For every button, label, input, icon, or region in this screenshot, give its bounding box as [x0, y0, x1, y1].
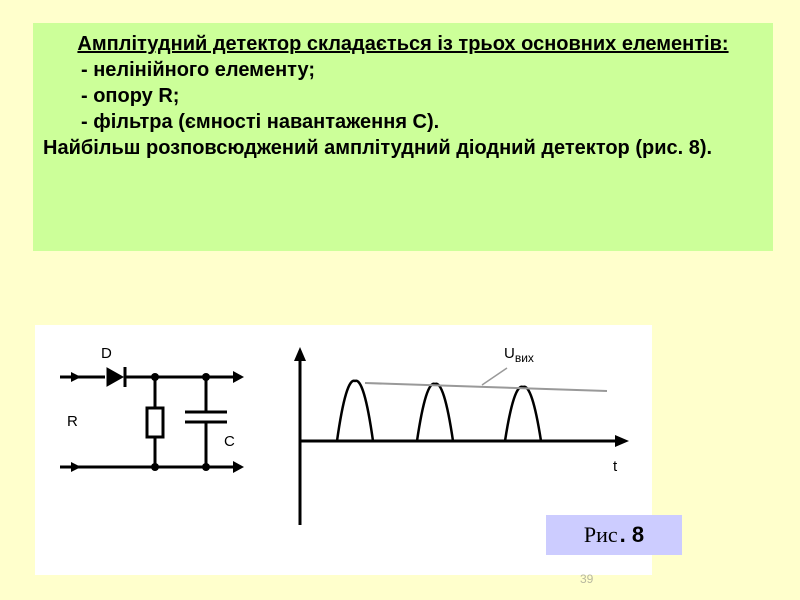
diode-label: D: [101, 345, 112, 362]
text-block: [33, 23, 773, 251]
figure-caption: [546, 515, 682, 555]
input-arrow-bottom: [71, 462, 81, 472]
y-axis-arrow: [294, 347, 306, 361]
caption-word: Рис: [583, 522, 618, 547]
slide-number: 39: [580, 572, 594, 586]
t-axis-arrow: [615, 435, 629, 447]
heading: Амплітудний детектор складається із трьох основних елементів:: [77, 33, 729, 55]
caption-number: . 8: [619, 522, 645, 547]
list-item-nonlinear-element: - нелінійного елементу;: [81, 59, 315, 81]
pulse-1: [337, 381, 373, 441]
pulse-3: [505, 387, 541, 441]
junction-dot: [151, 463, 159, 471]
resistor-symbol: [147, 408, 163, 437]
list-item-resistor: - опору R;: [81, 85, 180, 107]
u-label-leader: [482, 368, 507, 385]
u-out-label: [504, 345, 534, 365]
junction-dot: [202, 463, 210, 471]
junction-dot: [202, 373, 210, 381]
output-arrow-bottom: [233, 461, 244, 473]
resistor-label: R: [67, 413, 78, 430]
pulse-2: [417, 384, 453, 441]
output-envelope-line: [365, 383, 607, 391]
paragraph: Найбільш розповсюджений амплітудний діодний детектор (рис. 8).: [43, 137, 713, 159]
t-label: t: [613, 458, 618, 475]
input-arrow-top: [71, 372, 81, 382]
u-symbol: U: [504, 345, 515, 362]
junction-dot: [151, 373, 159, 381]
capacitor-label: C: [224, 433, 235, 450]
diode-symbol: [107, 368, 123, 386]
output-arrow-top: [233, 371, 244, 383]
list-item-filter: - фільтра (ємності навантаження С).: [81, 111, 440, 133]
u-subscript: вих: [514, 351, 534, 365]
